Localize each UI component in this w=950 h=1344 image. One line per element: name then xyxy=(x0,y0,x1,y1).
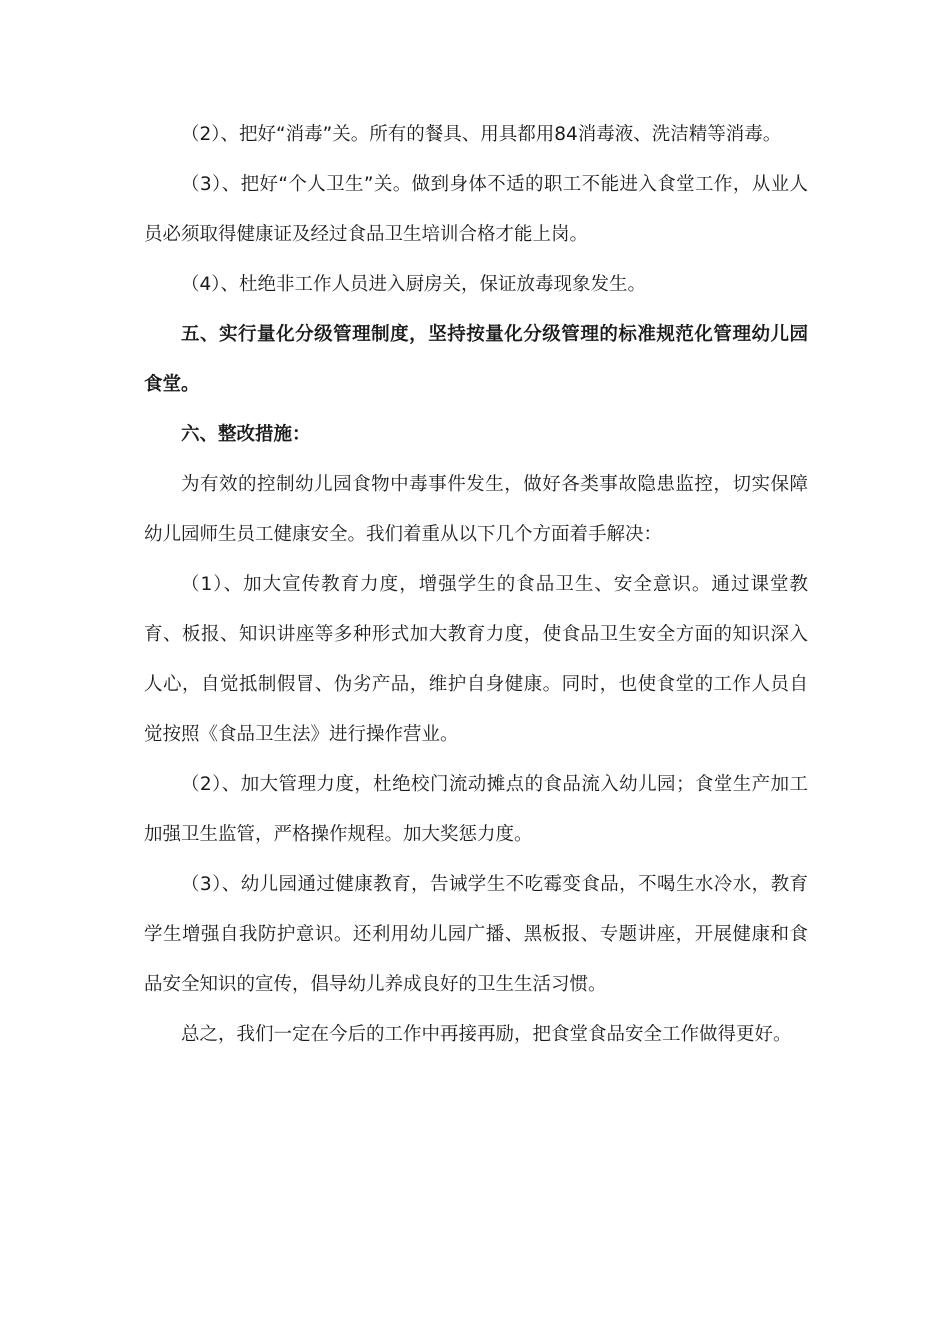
paragraph-kitchen-access: （4）、杜绝非工作人员进入厨房关，保证放毒现象发生。 xyxy=(181,274,647,295)
paragraph-disinfection: （2）、把好“消毒”关。所有的餐具、用具都用84消毒液、洗洁精等消毒。 xyxy=(181,124,782,145)
paragraph-intro-measures: 为有效的控制幼儿园食物中毒事件发生，做好各类事故隐患监控，切实保障幼儿园师生员工健康安全。我们着重从以下几个方面着手解决： xyxy=(144,474,808,545)
paragraph-personal-hygiene: （3）、把好“个人卫生”关。做到身体不适的职工不能进入食堂工作，从业人员必须取得健康证及经过食品卫生培训合格才能上岗。 xyxy=(144,174,808,245)
heading-section-5: 五、实行量化分级管理制度，坚持按量化分级管理的标准规范化管理幼儿园食堂。 xyxy=(144,324,808,395)
document-page xyxy=(144,110,808,1060)
paragraph-conclusion: 总之，我们一定在今后的工作中再接再励，把食堂食品安全工作做得更好。 xyxy=(181,1024,792,1045)
paragraph-measure-1: （1）、加大宣传教育力度，增强学生的食品卫生、安全意识。通过课堂教育、板报、知识讲座等多种形式加大教育力度，使食品卫生安全方面的知识深入人心，自觉抵制假冒、伪劣产品，维护自身健康。同时，也使食堂的工作人员自觉按照《食品卫生法》进行操作营业。 xyxy=(144,574,808,745)
heading-section-6: 六、整改措施： xyxy=(181,424,311,445)
paragraph-measure-3: （3）、幼儿园通过健康教育，告诫学生不吃霉变食品，不喝生水冷水，教育学生增强自我防护意识。还利用幼儿园广播、黑板报、专题讲座，开展健康和食品安全知识的宣传，倡导幼儿养成良好的卫生生活习惯。 xyxy=(144,874,808,995)
paragraph-measure-2: （2）、加大管理力度，杜绝校门流动摊点的食品流入幼儿园；食堂生产加工加强卫生监管，严格操作规程。加大奖惩力度。 xyxy=(144,774,808,845)
